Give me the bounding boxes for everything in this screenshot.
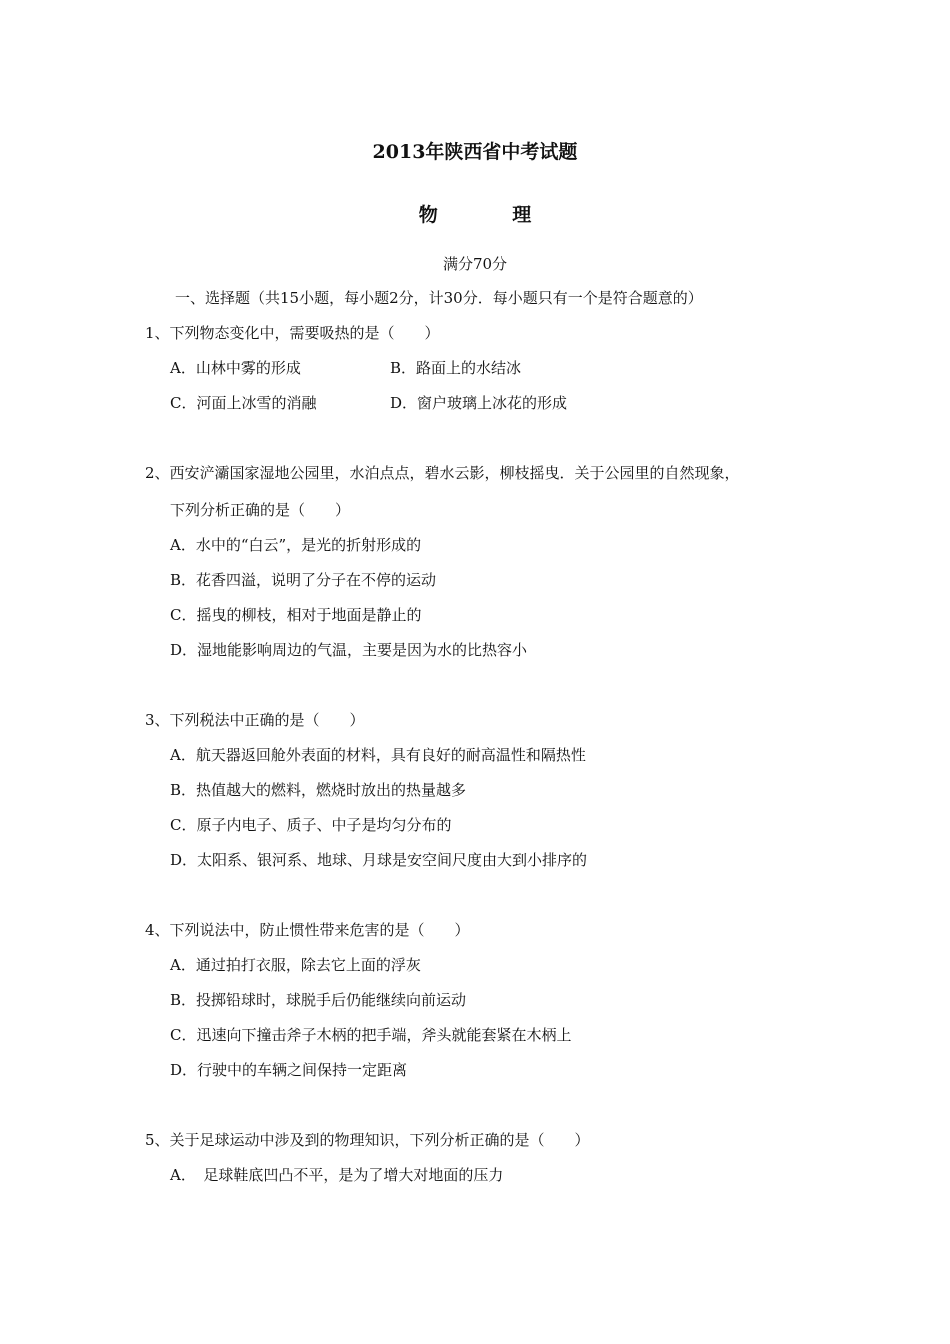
question-1-option-d: D．窗户玻璃上冰花的形成 <box>390 394 568 412</box>
question-3-option-a: A．航天器返回舱外表面的材料，具有良好的耐高温性和隔热性 <box>170 746 586 764</box>
question-2-option-d: D．湿地能影响周边的气温，主要是因为水的比热容小 <box>170 641 528 659</box>
question-5-stem: 5、关于足球运动中涉及到的物理知识，下列分析正确的是（ ） <box>145 1131 590 1149</box>
question-3-option-b: B．热值越大的燃料，燃烧时放出的热量越多 <box>170 781 467 799</box>
question-3-option-c: C．原子内电子、质子、中子是均匀分布的 <box>170 816 452 834</box>
question-1-option-c: C．河面上冰雪的消融 <box>170 394 317 412</box>
question-3-option-d: D．太阳系、银河系、地球、月球是安空间尺度由大到小排序的 <box>170 851 588 869</box>
section-heading: 一、选择题（共15小题，每小题2分，计30分．每小题只有一个是符合题意的） <box>175 289 703 307</box>
subject-heading: 物 理 <box>418 204 566 226</box>
question-2-option-b: B．花香四溢，说明了分子在不停的运动 <box>170 571 437 589</box>
full-score: 满分70分 <box>442 255 508 273</box>
question-1-stem: 1、下列物态变化中，需要吸热的是（ ） <box>145 324 440 342</box>
question-4-option-c: C．迅速向下撞击斧子木柄的把手端，斧头就能套紧在木柄上 <box>170 1026 572 1044</box>
question-2-option-a: A．水中的“白云”，是光的折射形成的 <box>170 536 422 554</box>
question-5-option-a: A． 足球鞋底凹凸不平，是为了增大对地面的压力 <box>170 1166 504 1184</box>
question-2-stem-continued: 下列分析正确的是（ ） <box>170 501 351 519</box>
document-title: 2013年陕西省中考试题 <box>372 141 578 163</box>
question-1-option-b: B．路面上的水结冰 <box>390 359 522 377</box>
question-4-option-b: B．投掷铅球时，球脱手后仍能继续向前运动 <box>170 991 467 1009</box>
question-4-option-a: A．通过拍打衣服，除去它上面的浮灰 <box>170 956 421 974</box>
question-4-option-d: D．行驶中的车辆之间保持一定距离 <box>170 1061 408 1079</box>
question-4-stem: 4、下列说法中，防止惯性带来危害的是（ ） <box>145 921 470 939</box>
question-2-stem: 2、西安浐灞国家湿地公园里，水泊点点，碧水云影，柳枝摇曳．关于公园里的自然现象， <box>145 464 740 482</box>
question-2-option-c: C．摇曳的柳枝，相对于地面是静止的 <box>170 606 422 624</box>
question-1-option-a: A．山林中雾的形成 <box>170 359 301 377</box>
question-3-stem: 3、下列税法中正确的是（ ） <box>145 711 365 729</box>
